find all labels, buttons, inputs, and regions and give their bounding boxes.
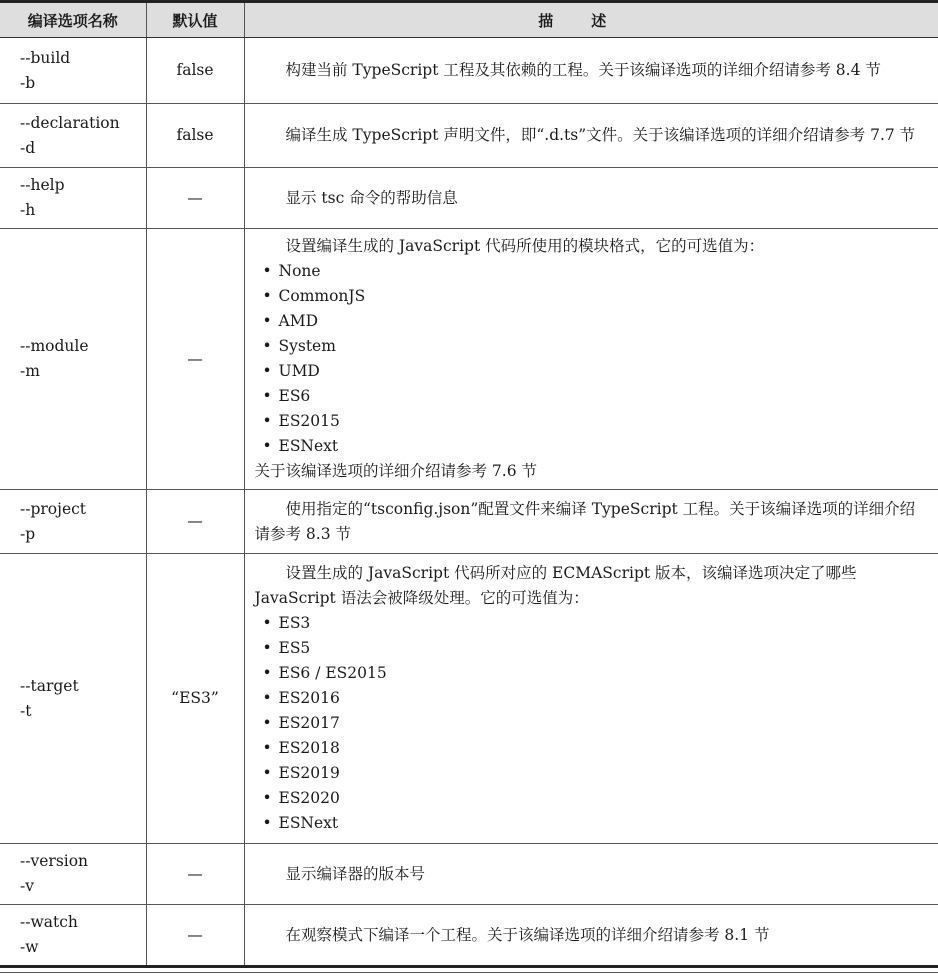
bullet-icon: • xyxy=(262,262,272,280)
list-item xyxy=(255,786,931,811)
description-cell xyxy=(244,844,938,905)
option-alias: -m xyxy=(20,362,40,380)
bullet-icon: • xyxy=(262,362,272,380)
table-row-watch xyxy=(0,905,938,967)
description-cell xyxy=(244,554,938,844)
default-value: false xyxy=(146,38,244,104)
option-alias: -h xyxy=(20,201,36,219)
list-item xyxy=(255,686,931,711)
option-name-cell xyxy=(0,168,146,229)
bullet-icon: • xyxy=(262,789,272,807)
list-item xyxy=(255,284,931,309)
table-row-declaration xyxy=(0,104,938,168)
bullet-icon: • xyxy=(262,437,272,455)
option-alias: -v xyxy=(20,877,34,895)
description-text: 设置生成的 JavaScript 代码所对应的 ECMAScript 版本，该编译选项决定了哪些 JavaScript 语法会被降级处理。它的可选值为： xyxy=(254,564,857,607)
option-value: ES5 xyxy=(278,639,311,657)
option-long-name: --project xyxy=(20,499,87,518)
option-name-cell xyxy=(0,229,146,490)
option-value: AMD xyxy=(278,312,318,330)
description-text: 设置编译生成的 JavaScript 代码所使用的模块格式，它的可选值为： xyxy=(285,237,765,255)
header-row xyxy=(0,2,938,38)
target-options-list xyxy=(255,611,931,836)
option-long-name: --watch xyxy=(20,913,78,931)
option-long-name: --target xyxy=(20,676,79,695)
option-name-cell xyxy=(0,104,146,168)
option-alias: -w xyxy=(20,938,39,956)
option-value: None xyxy=(278,262,321,280)
option-name-cell xyxy=(0,554,146,844)
option-value: ESNext xyxy=(278,437,339,455)
table-row-project xyxy=(0,490,938,554)
bullet-icon: • xyxy=(262,689,272,707)
description-text: 显示编译器的版本号 xyxy=(285,864,426,883)
header-description xyxy=(244,2,938,38)
bullet-icon: • xyxy=(262,337,272,355)
description-text: 编译生成 TypeScript 声明文件，即“.d.ts”文件。关于该编译选项的详细介绍请参考 7.7 节 xyxy=(285,126,916,144)
bullet-icon: • xyxy=(262,764,272,782)
option-value: ES2015 xyxy=(278,412,340,430)
default-value: — xyxy=(146,490,244,554)
bullet-icon: • xyxy=(262,664,272,682)
description-text: 构建当前 TypeScript 工程及其依赖的工程。关于该编译选项的详细介绍请参考 8.4 节 xyxy=(285,61,881,79)
option-long-name: --help xyxy=(20,176,65,194)
description-cell xyxy=(244,490,938,554)
description-tail: 关于该编译选项的详细介绍请参考 7.6 节 xyxy=(254,462,538,480)
list-item xyxy=(255,334,931,359)
description-text: 在观察模式下编译一个工程。关于该编译选项的详细介绍请参考 8.1 节 xyxy=(285,925,770,944)
list-item xyxy=(255,636,931,661)
default-value: — xyxy=(146,229,244,490)
list-item xyxy=(255,384,931,409)
description-cell xyxy=(244,229,938,490)
bullet-icon: • xyxy=(262,287,272,305)
description-cell xyxy=(244,104,938,168)
option-name-cell xyxy=(0,844,146,905)
description-text: 使用指定的“tsconfig.json”配置文件来编译 TypeScript 工程。关于该编译选项的详细介绍请参考 8.3 节 xyxy=(254,499,916,543)
default-value: false xyxy=(146,104,244,168)
header-default-value: 默认值 xyxy=(146,2,244,38)
option-value: ES2020 xyxy=(278,789,340,807)
list-item xyxy=(255,611,931,636)
list-item xyxy=(255,434,931,459)
list-item xyxy=(255,661,931,686)
option-name-cell xyxy=(0,905,146,967)
table-row-build xyxy=(0,38,938,104)
description-cell xyxy=(244,168,938,229)
list-item xyxy=(255,359,931,384)
bullet-icon: • xyxy=(262,814,272,832)
list-item xyxy=(255,811,931,836)
bullet-icon: • xyxy=(262,312,272,330)
list-item xyxy=(255,309,931,334)
bullet-icon: • xyxy=(262,714,272,732)
default-value: “ES3” xyxy=(146,554,244,844)
option-value: ES6 / ES2015 xyxy=(278,664,387,682)
option-value: ESNext xyxy=(278,814,339,832)
option-name-cell xyxy=(0,38,146,104)
table-row-target xyxy=(0,554,938,844)
header-description-text: 描述 xyxy=(538,11,645,30)
bullet-icon: • xyxy=(262,614,272,632)
option-value: ES2019 xyxy=(278,764,340,782)
option-name-cell xyxy=(0,490,146,554)
table-row-version xyxy=(0,844,938,905)
header-option-name: 编译选项名称 xyxy=(0,2,146,38)
option-value: UMD xyxy=(278,362,320,380)
module-options-list xyxy=(255,259,931,459)
bullet-icon: • xyxy=(262,739,272,757)
option-value: System xyxy=(278,337,336,355)
option-value: ES2018 xyxy=(278,739,340,757)
list-item xyxy=(255,761,931,786)
description-cell xyxy=(244,905,938,967)
bullet-icon: • xyxy=(262,412,272,430)
list-item xyxy=(255,711,931,736)
option-value: CommonJS xyxy=(278,287,366,305)
option-long-name: --version xyxy=(20,852,89,870)
option-long-name: --module xyxy=(20,337,89,355)
list-item xyxy=(255,409,931,434)
option-alias: -d xyxy=(20,138,36,157)
bottom-rule xyxy=(0,972,938,973)
option-long-name: --build xyxy=(20,48,71,67)
bullet-icon: • xyxy=(262,639,272,657)
option-value: ES6 xyxy=(278,387,311,405)
default-value: — xyxy=(146,168,244,229)
option-value: ES2016 xyxy=(278,689,340,707)
default-value: — xyxy=(146,844,244,905)
bullet-icon: • xyxy=(262,387,272,405)
description-cell xyxy=(244,38,938,104)
description-text: 显示 tsc 命令的帮助信息 xyxy=(285,188,458,207)
list-item xyxy=(255,736,931,761)
table-row-module xyxy=(0,229,938,490)
option-value: ES2017 xyxy=(278,714,340,732)
option-alias: -t xyxy=(20,701,32,720)
default-value: — xyxy=(146,905,244,967)
option-alias: -b xyxy=(20,73,36,92)
option-alias: -p xyxy=(20,524,36,543)
option-long-name: --declaration xyxy=(20,113,120,132)
option-value: ES3 xyxy=(278,614,311,632)
table-row-help xyxy=(0,168,938,229)
list-item xyxy=(255,259,931,284)
